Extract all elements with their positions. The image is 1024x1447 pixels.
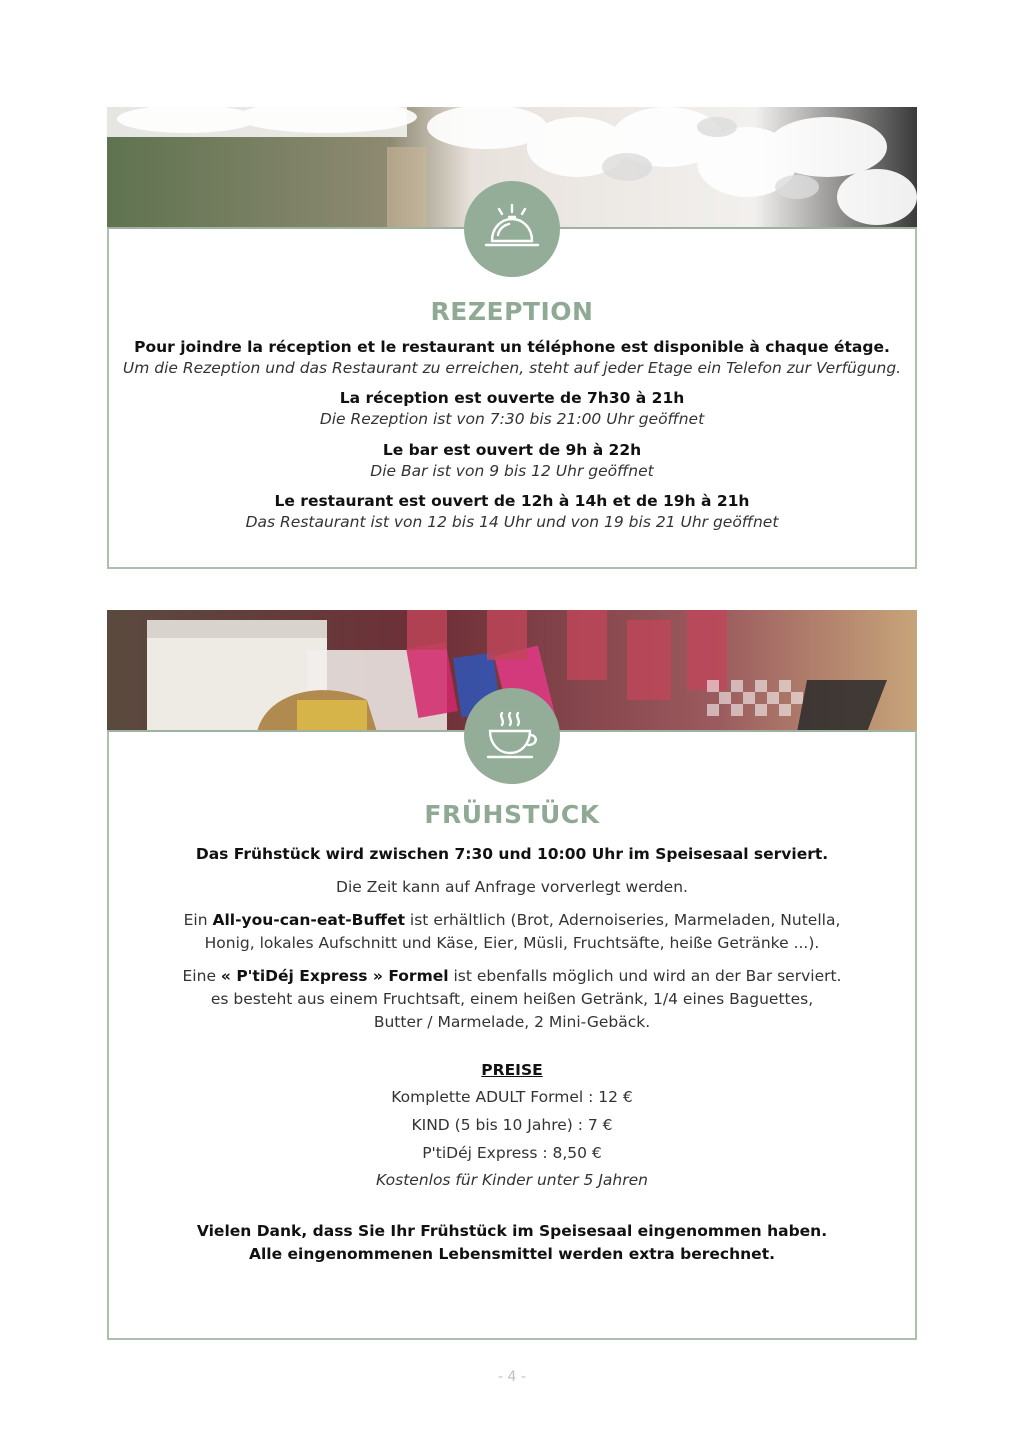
restaurant-hours-de: Das Restaurant ist von 12 bis 14 Uhr und von 19 bis 21 Uhr geöffnet [245,513,779,531]
reception-icon-badge [464,181,560,277]
buffet-name: All-you-can-eat-Buffet [212,911,405,929]
express-prefix: Eine [182,967,221,985]
reception-intro-fr: Pour joindre la réception et le restaurant un téléphone est disponible à chaque étage. [134,338,890,356]
buffet-description-line2: Honig, lokales Aufschnitt und Käse, Eier, Müsli, Fruchtsäfte, heiße Getränke ...). [204,934,820,952]
express-description-line1 [109,966,915,987]
restaurant-hours-fr: Le restaurant est ouvert de 12h à 14h et de 19h à 21h [274,492,750,510]
breakfast-section [107,610,917,1340]
price-express: P'tiDéj Express : 8,50 € [422,1144,602,1162]
express-name: « P'tiDéj Express » Formel [220,967,449,985]
price-child: KIND (5 bis 10 Jahre) : 7 € [411,1116,613,1134]
reception-card [107,227,917,569]
reception-hours-de: Die Rezeption ist von 7:30 bis 21:00 Uhr geöffnet [319,410,705,428]
reception-bell-icon [482,203,542,255]
coffee-cup-icon [482,709,542,763]
reception-hours-fr: La réception est ouverte de 7h30 à 21h [339,389,685,407]
prices-heading: PREISE [481,1061,543,1079]
breakfast-served-time: Das Frühstück wird zwischen 7:30 und 10:00 Uhr im Speisesaal serviert. [195,845,829,863]
reception-intro-de: Um die Rezeption und das Restaurant zu erreichen, steht auf jeder Etage ein Telefon zur Verfügung. [122,359,902,377]
express-description-line2: es besteht aus einem Fruchtsaft, einem heißen Getränk, 1/4 eines Baguettes, [210,990,814,1008]
bar-hours-fr: Le bar est ouvert de 9h à 22h [382,441,642,459]
express-description-line3: Butter / Marmelade, 2 Mini-Gebäck. [373,1013,651,1031]
price-adult: Komplette ADULT Formel : 12 € [391,1088,633,1106]
bar-hours-de: Die Bar ist von 9 bis 12 Uhr geöffnet [370,462,654,480]
breakfast-card [107,730,917,1340]
buffet-items-1: ist erhältlich (Brot, Adernoiseries, Marmeladen, Nutella, [405,911,841,929]
thanks-line2: Alle eingenommenen Lebensmittel werden extra berechnet. [248,1245,775,1263]
breakfast-icon-badge [464,688,560,784]
buffet-prefix: Ein [183,911,213,929]
reception-title: REZEPTION [430,297,594,326]
page-number: - 4 - [498,1369,526,1385]
price-free-note: Kostenlos für Kinder unter 5 Jahren [376,1171,648,1189]
breakfast-title: FRÜHSTÜCK [424,800,600,829]
reception-section [107,107,917,569]
breakfast-advance-note: Die Zeit kann auf Anfrage vorverlegt werden. [336,878,688,896]
express-desc-1: ist ebenfalls möglich und wird an der Bar serviert. [448,967,842,985]
thanks-line1: Vielen Dank, dass Sie Ihr Frühstück im Speisesaal eingenommen haben. [196,1222,828,1240]
buffet-description-line1 [109,910,915,931]
